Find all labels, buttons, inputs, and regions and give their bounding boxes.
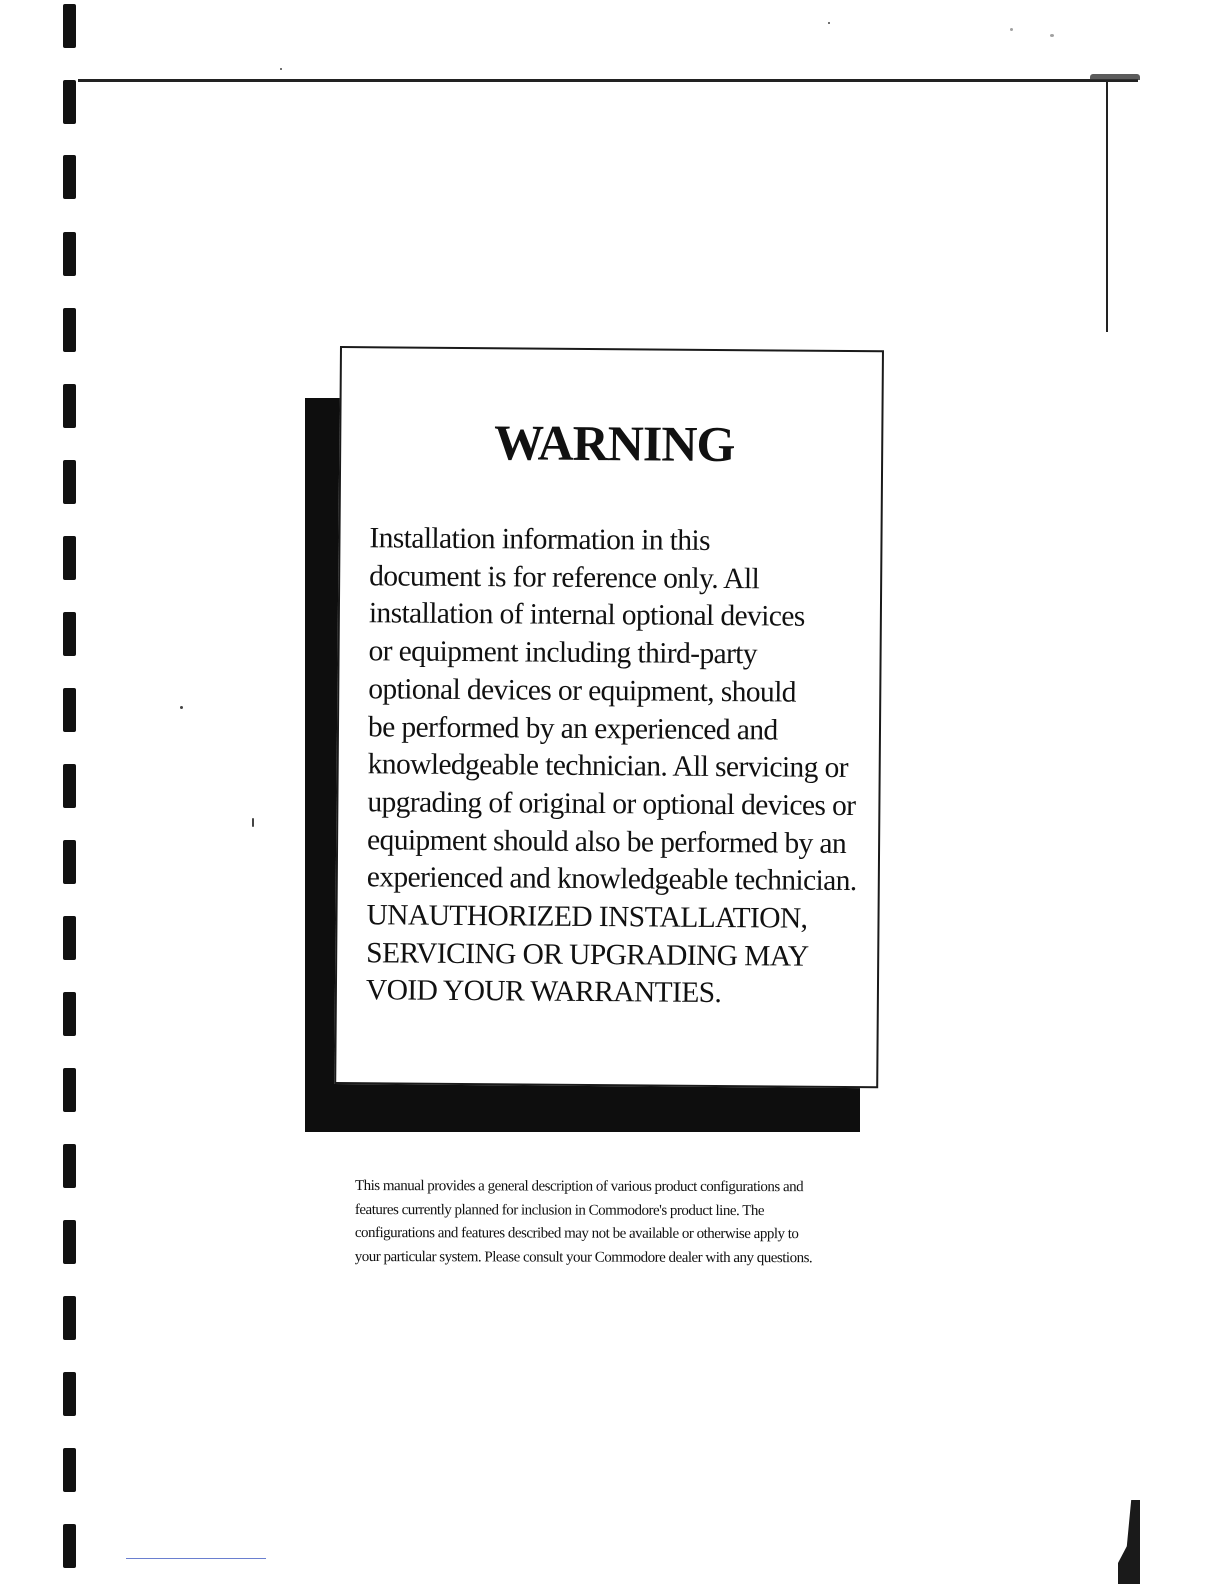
- punch-mark: [63, 1296, 76, 1340]
- top-rule: [78, 79, 1138, 82]
- warning-box: [334, 346, 884, 1088]
- scan-speck: [252, 818, 254, 827]
- scan-speck: [280, 68, 282, 70]
- punch-mark: [63, 840, 76, 884]
- scan-speck: [1050, 34, 1054, 37]
- punch-mark: [63, 384, 76, 428]
- scan-speck: [1010, 28, 1013, 31]
- bottom-rule: [126, 1558, 266, 1559]
- warning-title: WARNING: [493, 414, 735, 473]
- punch-mark: [63, 1372, 76, 1416]
- punch-mark: [63, 764, 76, 808]
- disclaimer-text: This manual provides a general description of various product configurations and features currently planned for inclusion in Commodore's product line. The configurations and features described may not be available or otherwise apply to your particular system. Please consult your Commodore dealer with any questions.: [354, 1178, 813, 1266]
- scan-speck: [828, 22, 830, 24]
- punch-mark: [63, 1220, 76, 1264]
- punch-mark: [63, 1448, 76, 1492]
- punch-mark: [63, 1068, 76, 1112]
- top-rule-corner: [1090, 74, 1140, 80]
- punch-mark: [63, 992, 76, 1036]
- punch-mark: [63, 536, 76, 580]
- punch-mark: [63, 916, 76, 960]
- warning-text: Installation information in this document is for reference only. All installation of internal optional devices or equipment including third-party optional devices or equipment, should be performed by an experienced and knowledgeable technician. All servicing or upgrading of original or optional devices or equipment should also be performed by an experienced and knowledgeable technician. UNAUTHORIZED INSTALLATION, SERVICING OR UPGRADING MAY VOID YOUR WARRANTIES.: [365, 522, 857, 1010]
- punch-mark: [63, 308, 76, 352]
- punch-mark: [63, 612, 76, 656]
- binding-punch-marks: [63, 0, 77, 1584]
- right-page-edge-bottom: [1118, 1500, 1140, 1584]
- punch-mark: [63, 4, 76, 48]
- scan-speck: [180, 706, 183, 709]
- punch-mark: [63, 1144, 76, 1188]
- punch-mark: [63, 80, 76, 124]
- right-page-edge: [1106, 82, 1108, 332]
- punch-mark: [63, 155, 76, 199]
- punch-mark: [63, 1524, 76, 1568]
- punch-mark: [63, 688, 76, 732]
- punch-mark: [63, 460, 76, 504]
- punch-mark: [63, 232, 76, 276]
